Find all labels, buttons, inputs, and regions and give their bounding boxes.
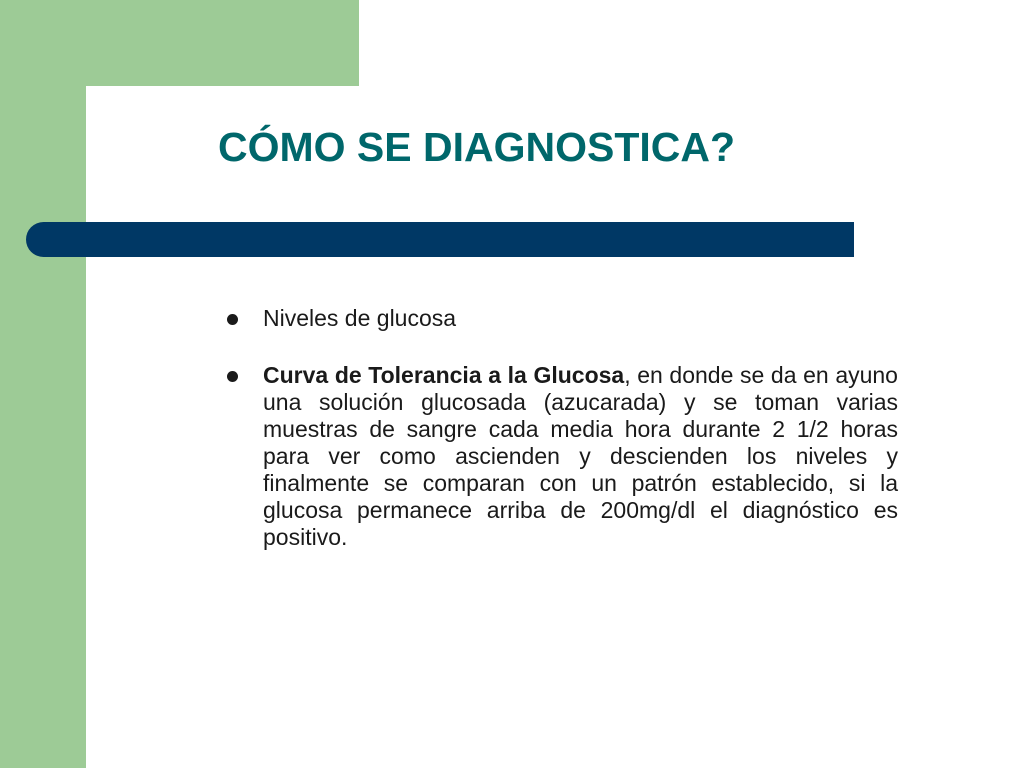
green-top-block: [86, 0, 359, 86]
bullet-list: [222, 305, 898, 551]
bullet-item-curva: [222, 362, 898, 551]
bullet-item-niveles: [222, 305, 898, 332]
green-sidebar: [0, 0, 86, 768]
bullet-text: [263, 305, 898, 332]
bullet-text-content: Niveles de glucosa: [263, 305, 457, 331]
slide-title: CÓMO SE DIAGNOSTICA?: [218, 124, 736, 170]
bullet-bold-term: Curva de Tolerancia a la Glucosa: [263, 362, 625, 388]
bullet-text: [263, 362, 898, 551]
bullet-text-content: , en donde se da en ayuno una solución glucosada (azucarada) y se toman varias muestras de sangre cada media hora durante 2 1/2 horas para ver como ascienden y descienden los niveles y finalmente se comparan con un patrón establecido, si la glucosa permanece arriba de 200mg/dl el diagnóstico es positivo.: [263, 362, 898, 550]
bullet-dot-icon: [227, 314, 238, 325]
white-rounded-corner: [86, 86, 186, 186]
title-underline-bar: [26, 222, 854, 257]
bullet-dot-icon: [227, 371, 238, 382]
